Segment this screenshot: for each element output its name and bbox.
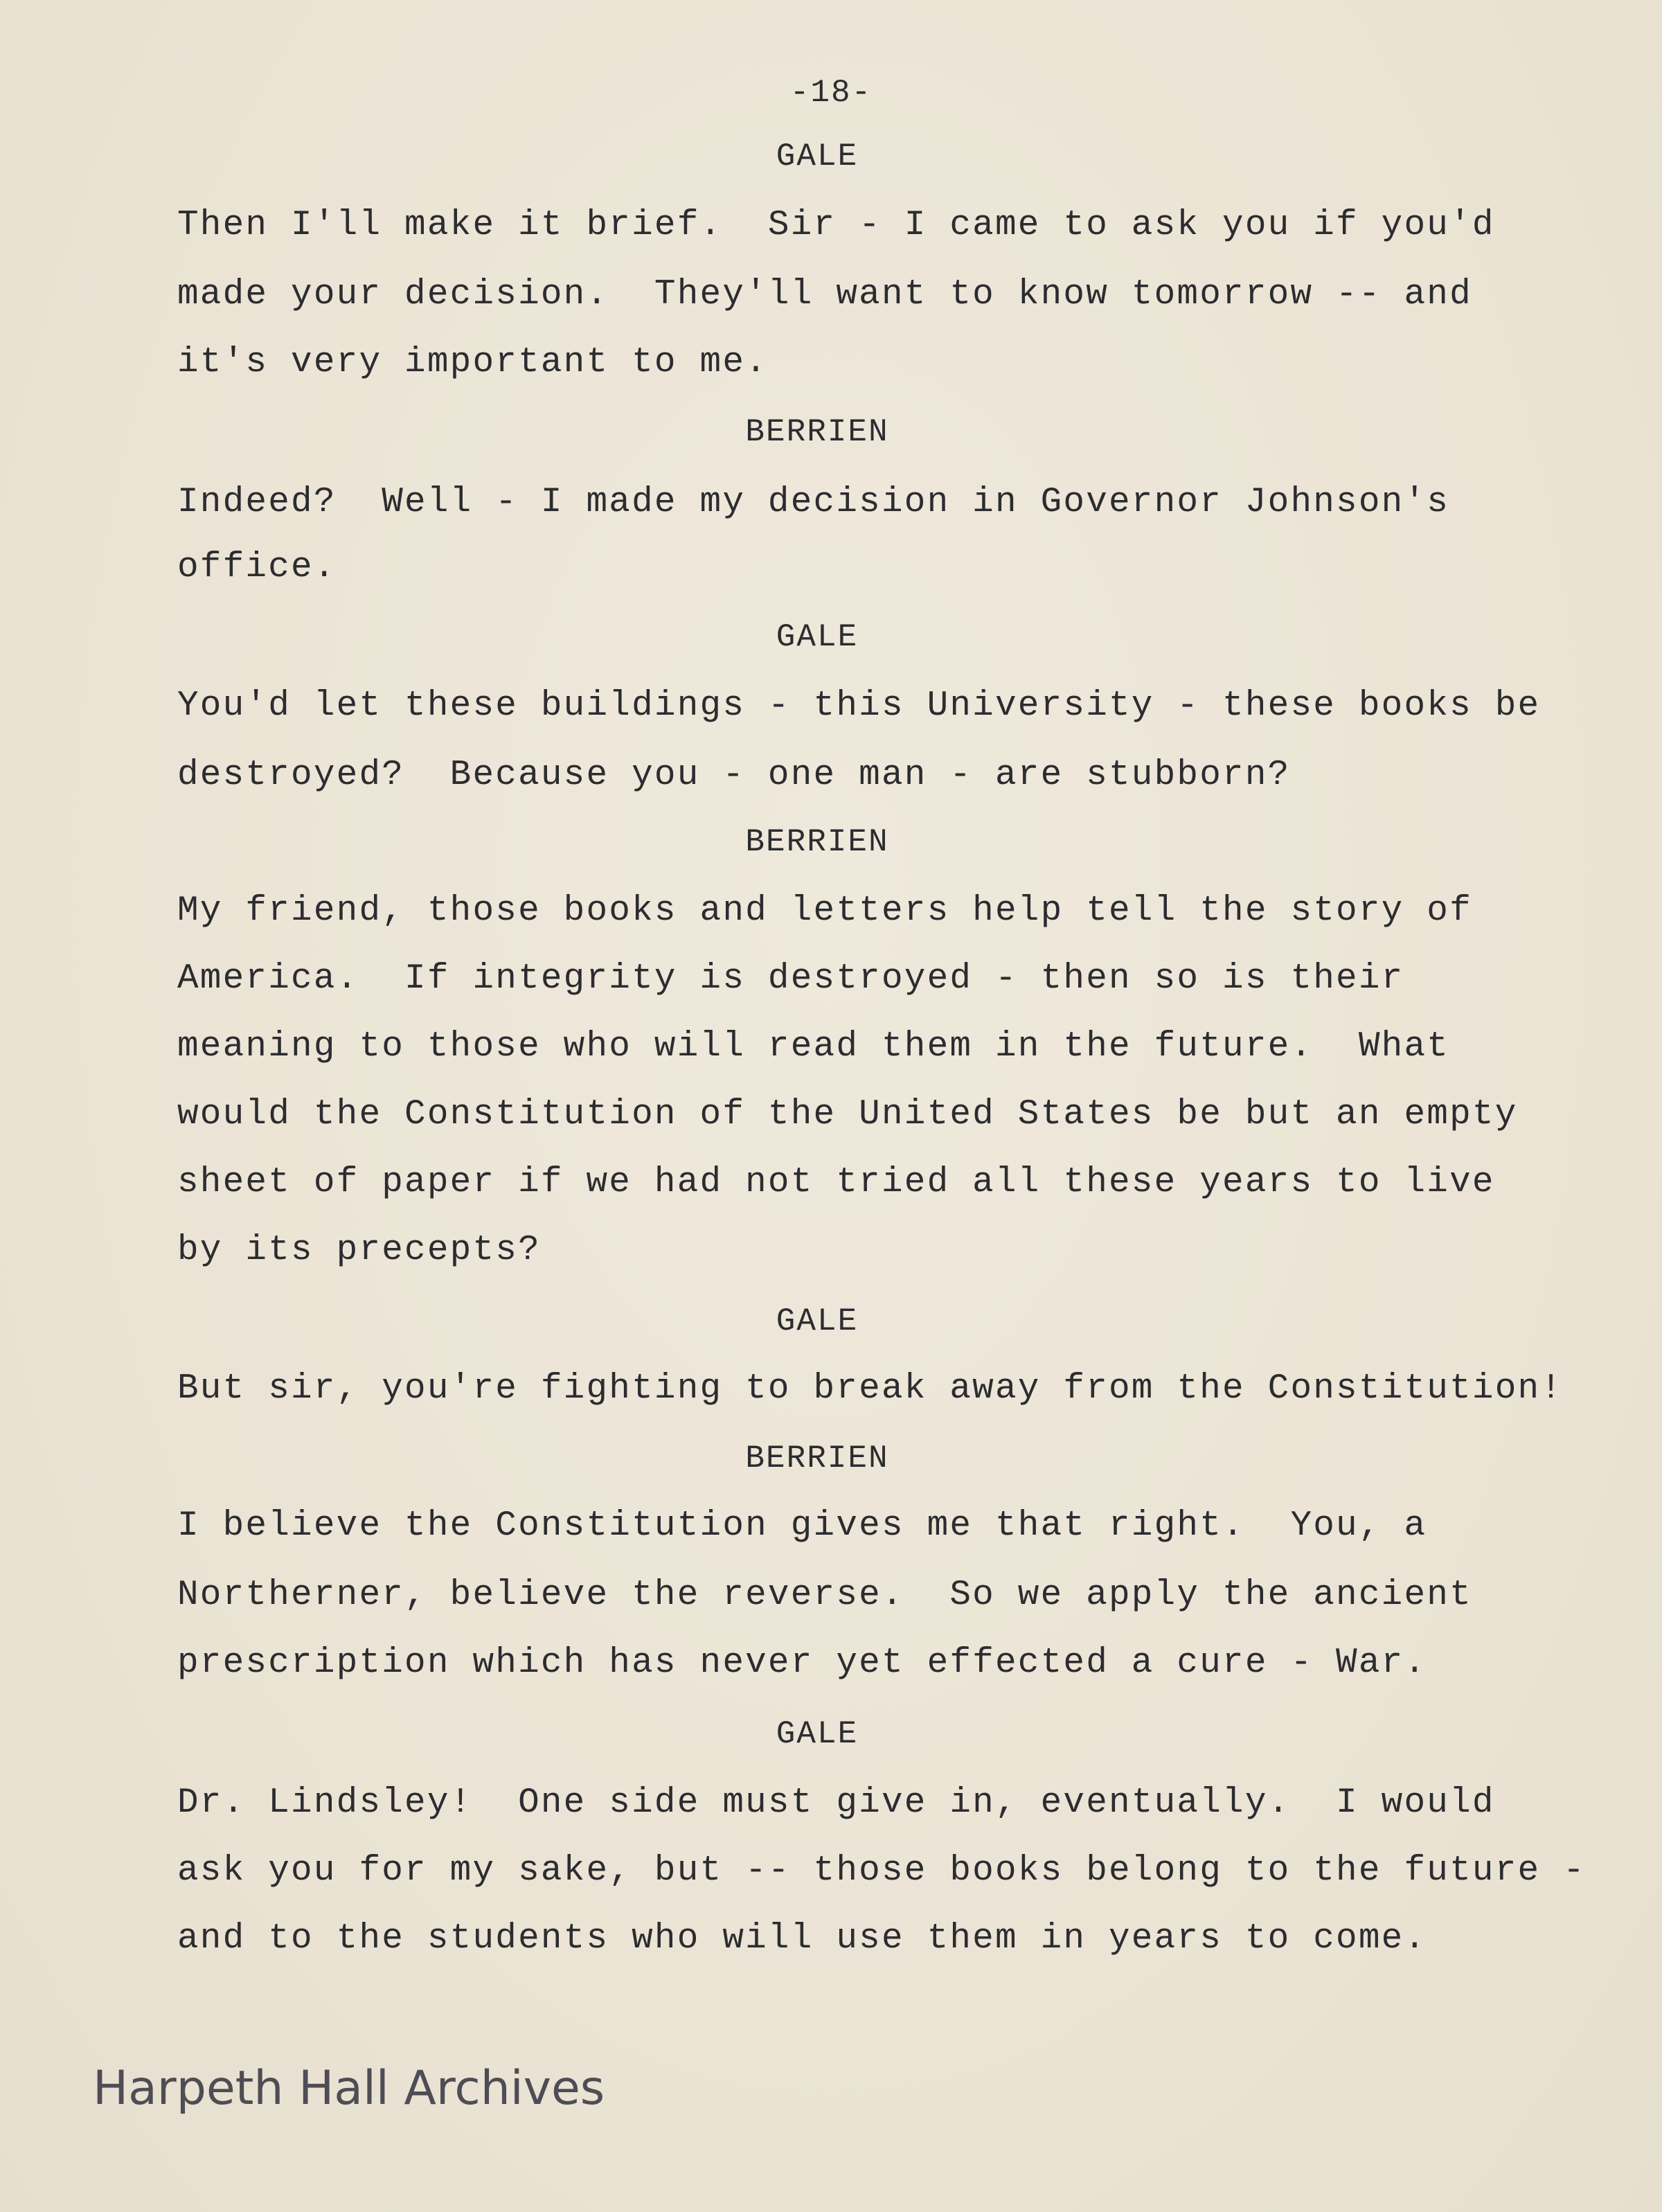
dialogue-line: would the Constitution of the United States be but an empty [177,1095,1518,1134]
dialogue-line: You'd let these buildings - this University - these books be [177,686,1541,726]
dialogue-line: made your decision. They'll want to know tomorrow -- and [177,275,1472,314]
dialogue-line: Northerner, believe the reverse. So we apply the ancient [177,1576,1472,1615]
dialogue-line: by its precepts? [177,1231,541,1270]
dialogue-line: meaning to those who will read them in the future. What [177,1027,1450,1067]
dialogue-line: I believe the Constitution gives me that right. You, a [177,1506,1427,1546]
speaker-name: BERRIEN [745,824,889,860]
dialogue-line: Dr. Lindsley! One side must give in, eventually. I would [177,1783,1495,1823]
speaker-name: BERRIEN [745,1441,889,1477]
page-number: -18- [789,75,873,111]
speaker-name: GALE [776,1303,859,1339]
dialogue-line: and to the students who will use them in years to come. [177,1919,1427,1959]
dialogue-line: America. If integrity is destroyed - then so is their [177,959,1404,999]
dialogue-line: Then I'll make it brief. Sir - I came to ask you if you'd [177,206,1495,245]
archive-watermark: Harpeth Hall Archives [93,2061,605,2116]
speaker-name: GALE [776,139,859,175]
dialogue-line: sheet of paper if we had not tried all these years to live [177,1163,1495,1202]
dialogue-line: it's very important to me. [177,343,768,382]
speaker-name: BERRIEN [745,414,889,450]
dialogue-line: ask you for my sake, but -- those books belong to the future - [177,1851,1586,1891]
speaker-name: GALE [776,619,859,655]
dialogue-line: destroyed? Because you - one man - are stubborn? [177,756,1291,795]
dialogue-line: prescription which has never yet effected a cure - War. [177,1643,1427,1683]
dialogue-line: Indeed? Well - I made my decision in Governor Johnson's [177,483,1450,522]
dialogue-line: My friend, those books and letters help tell the story of [177,891,1472,931]
dialogue-line: office. [177,548,337,587]
speaker-name: GALE [776,1716,859,1752]
dialogue-line: But sir, you're fighting to break away from the Constitution! [177,1369,1564,1409]
